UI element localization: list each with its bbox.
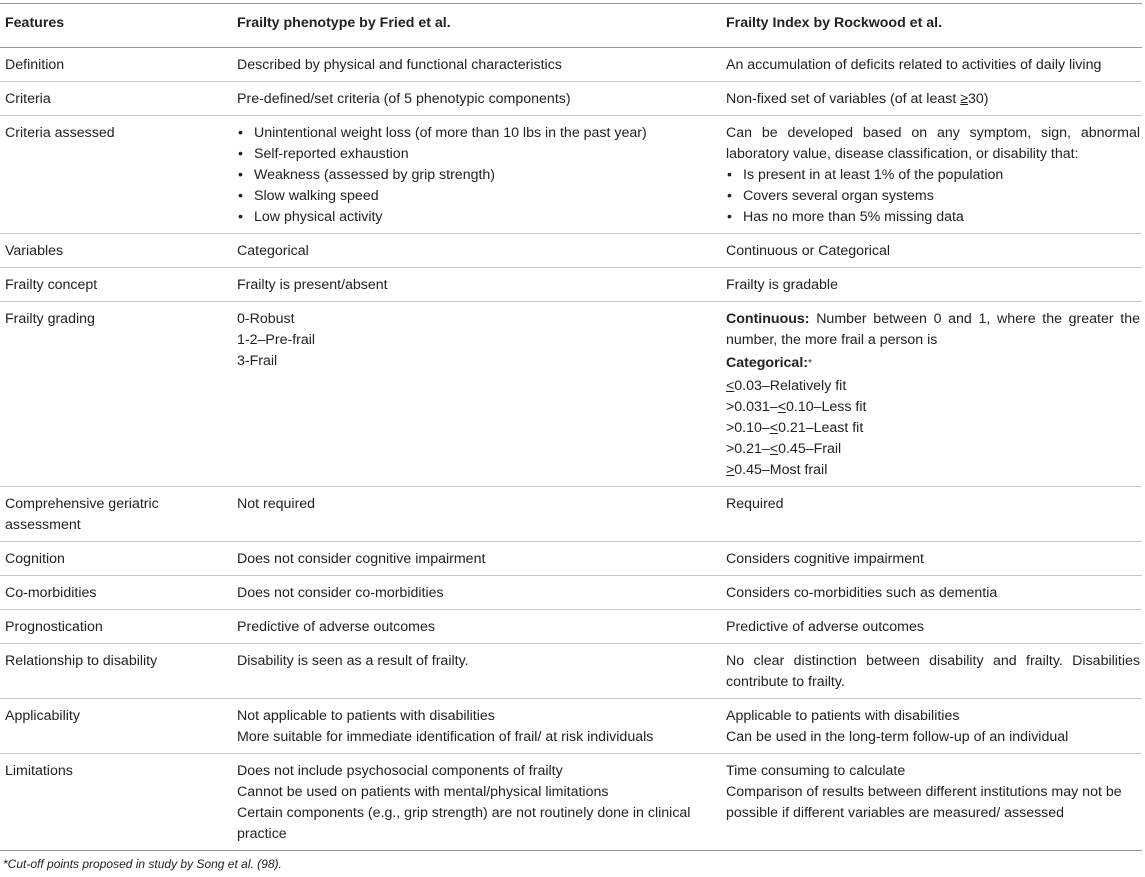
- continuous-grading: [726, 309, 1140, 351]
- cell-line: Time consuming to calculate: [726, 763, 906, 779]
- grade-text: 0.10–Less fit: [785, 399, 867, 415]
- symbol: ≥: [960, 91, 969, 107]
- list-item: • Covers several organ systems: [743, 186, 1140, 207]
- rockwood-cell: [721, 82, 1142, 116]
- fried-cell: Categorical: [232, 234, 721, 268]
- grade-text: >0.10–: [726, 420, 770, 436]
- cell-line: 3-Frail: [237, 353, 278, 369]
- table-row: [0, 302, 1142, 487]
- fried-cell: Does not consider co-morbidities: [232, 576, 721, 610]
- cell-text: 30): [968, 91, 989, 107]
- list-item: • Has no more than 5% missing data: [743, 207, 1140, 228]
- table-row: [0, 576, 1142, 610]
- row-label: Definition: [0, 48, 232, 82]
- grade-line: [726, 439, 1140, 460]
- rockwood-cell: [721, 754, 1142, 851]
- grade-text: >0.031–: [726, 399, 778, 415]
- row-label: Applicability: [0, 699, 232, 754]
- rockwood-cell: [721, 116, 1142, 234]
- table-row: [0, 268, 1142, 302]
- header-row: [0, 4, 1142, 48]
- grade-text: 0.45–Most frail: [734, 462, 828, 478]
- list-item: • Low physical activity: [254, 207, 719, 228]
- fried-cell: Frailty is present/absent: [232, 268, 721, 302]
- rockwood-cell: [721, 302, 1142, 487]
- rockwood-cell: [721, 699, 1142, 754]
- cell-text: Can be developed based on any symptom, sign, abnormal laboratory value, disease classification, or disability that:: [726, 125, 1140, 162]
- cell-line: Does not include psychosocial components of frailty: [237, 763, 563, 779]
- symbol: <: [777, 399, 786, 415]
- symbol: <: [769, 441, 779, 457]
- cell-line: 1-2–Pre-frail: [237, 332, 316, 348]
- header-fried: Frailty phenotype by Fried et al.: [232, 4, 721, 48]
- cell-line: 0-Robust: [237, 311, 295, 327]
- rockwood-cell: An accumulation of deficits related to activities of daily living: [721, 48, 1142, 82]
- continuous-label: Continuous:: [726, 311, 810, 327]
- row-label: Frailty concept: [0, 268, 232, 302]
- fried-cell: Does not consider cognitive impairment: [232, 542, 721, 576]
- fried-cell: Pre-defined/set criteria (of 5 phenotypic components): [232, 82, 721, 116]
- row-label: Prognostication: [0, 610, 232, 644]
- cell-line: Applicable to patients with disabilities: [726, 708, 960, 724]
- symbol: <: [769, 420, 779, 436]
- bullet-list: [237, 123, 719, 228]
- row-label: Criteria assessed: [0, 116, 232, 234]
- fried-cell: Predictive of adverse outcomes: [232, 610, 721, 644]
- grade-text: 0.45–Frail: [778, 441, 842, 457]
- footnote-marker: *: [808, 358, 812, 369]
- grade-line: [726, 418, 1140, 439]
- cell-line: Comparison of results between different institutions may not be possible if different variables are measured/ assessed: [726, 784, 1122, 821]
- row-label: Limitations: [0, 754, 232, 851]
- table-row: [0, 644, 1142, 699]
- rockwood-cell: Frailty is gradable: [721, 268, 1142, 302]
- fried-cell: [232, 302, 721, 487]
- table-row: [0, 699, 1142, 754]
- table-row: [0, 116, 1142, 234]
- list-item: • Slow walking speed: [254, 186, 719, 207]
- table-row: [0, 82, 1142, 116]
- row-label: Criteria: [0, 82, 232, 116]
- grade-text: 0.21–Least fit: [778, 420, 864, 436]
- grade-text: 0.03–Relatively fit: [734, 378, 847, 394]
- header-features: Features: [0, 4, 232, 48]
- table-row: [0, 234, 1142, 268]
- categorical-label: Categorical:: [726, 355, 808, 371]
- categorical-grading: [726, 353, 1140, 374]
- grade-text: >0.21–: [726, 441, 770, 457]
- list-item: • Unintentional weight loss (of more than 10 lbs in the past year): [254, 123, 719, 144]
- frailty-comparison-table: [0, 3, 1142, 851]
- continuous-text: Number between 0 and 1, where the greater the number, the more frail a person is: [726, 311, 1140, 348]
- table-footnote: *Cut-off points proposed in study by Song et al. (98).: [3, 857, 282, 871]
- cell-line: More suitable for immediate identification of frail/ at risk individuals: [237, 729, 654, 745]
- row-label: Co-morbidities: [0, 576, 232, 610]
- cell-text: Non-fixed set of variables (of at least: [726, 91, 961, 107]
- cell-line: Can be used in the long-term follow-up of an individual: [726, 729, 1069, 745]
- row-label: Comprehensive geriatric assessment: [0, 487, 232, 542]
- list-item: • Is present in at least 1% of the population: [743, 165, 1140, 186]
- cell-line: Not applicable to patients with disabilities: [237, 708, 495, 724]
- fried-cell: Disability is seen as a result of frailty.: [232, 644, 721, 699]
- rockwood-cell: Considers cognitive impairment: [721, 542, 1142, 576]
- table-row: [0, 48, 1142, 82]
- row-label: Frailty grading: [0, 302, 232, 487]
- symbol: >: [726, 462, 735, 478]
- table-row: [0, 487, 1142, 542]
- bullet-list: [726, 165, 1140, 228]
- fried-cell: [232, 116, 721, 234]
- rockwood-cell: [721, 644, 1142, 699]
- symbol: <: [726, 378, 735, 394]
- fried-cell: Not required: [232, 487, 721, 542]
- cell-text: No clear distinction between disability and frailty. Disabilities contribute to frailty.: [726, 653, 1140, 690]
- cell-line: Certain components (e.g., grip strength) are not routinely done in clinical practice: [237, 805, 691, 842]
- table-row: [0, 542, 1142, 576]
- row-label: Cognition: [0, 542, 232, 576]
- cell-line: Cannot be used on patients with mental/physical limitations: [237, 784, 609, 800]
- table-row: [0, 610, 1142, 644]
- fried-cell: [232, 699, 721, 754]
- rockwood-cell: Continuous or Categorical: [721, 234, 1142, 268]
- grade-line: [726, 397, 1140, 418]
- list-item: • Self-reported exhaustion: [254, 144, 719, 165]
- fried-cell: Described by physical and functional characteristics: [232, 48, 721, 82]
- list-item: • Weakness (assessed by grip strength): [254, 165, 719, 186]
- row-label: Variables: [0, 234, 232, 268]
- rockwood-cell: Predictive of adverse outcomes: [721, 610, 1142, 644]
- fried-cell: [232, 754, 721, 851]
- rockwood-cell: Required: [721, 487, 1142, 542]
- header-rockwood: Frailty Index by Rockwood et al.: [721, 4, 1142, 48]
- rockwood-cell: Considers co-morbidities such as dementia: [721, 576, 1142, 610]
- row-label: Relationship to disability: [0, 644, 232, 699]
- grade-line: [726, 376, 1140, 397]
- table-row: [0, 754, 1142, 851]
- grade-line: [726, 460, 1140, 481]
